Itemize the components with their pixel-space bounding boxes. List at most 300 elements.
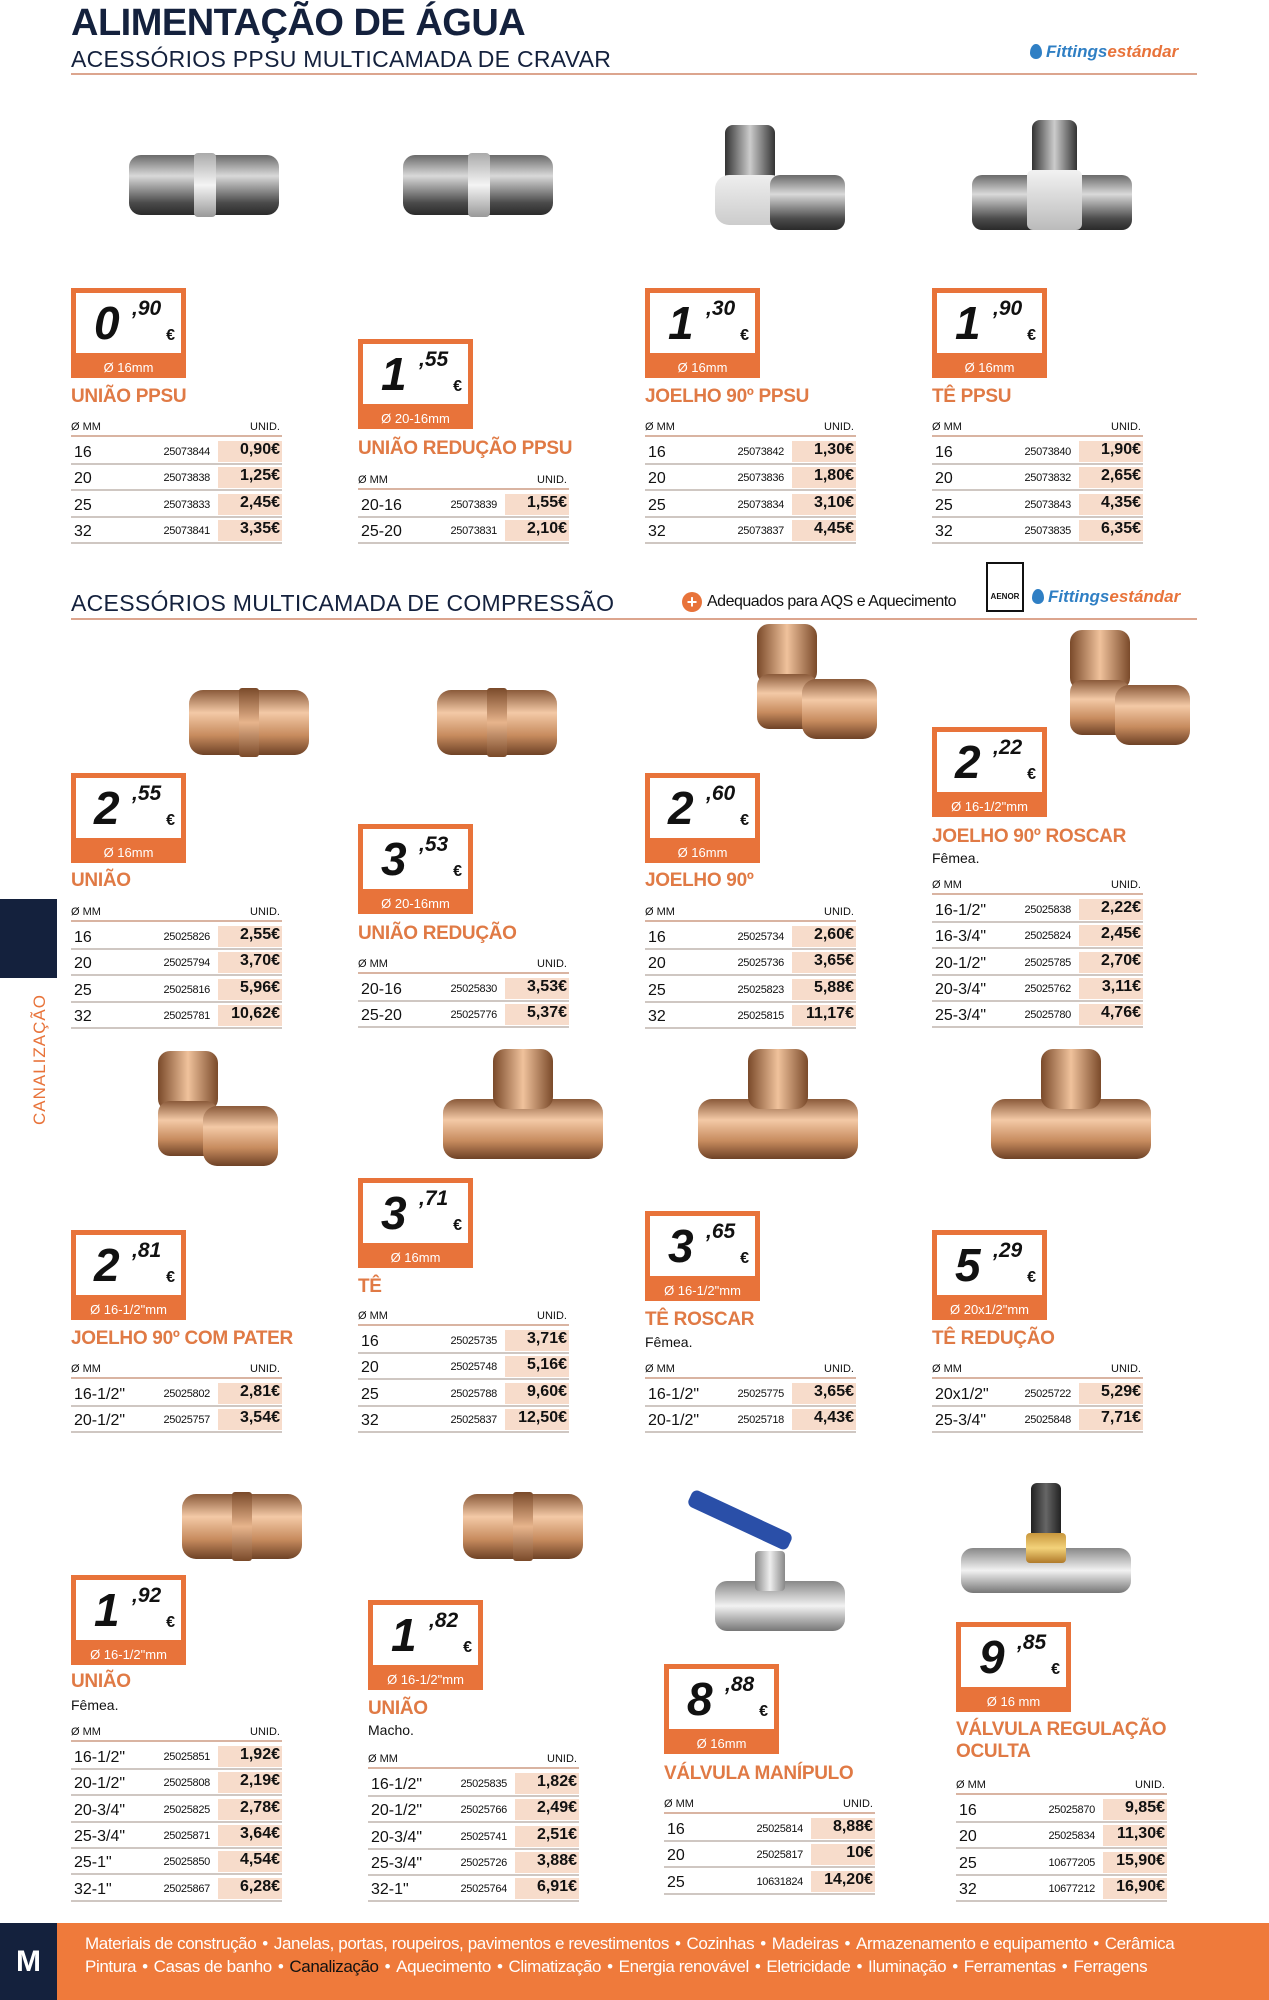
price-badge bbox=[358, 824, 473, 914]
row-diameter: 16 bbox=[667, 1821, 685, 1838]
row-price: 15,90€ bbox=[1103, 1852, 1167, 1873]
price-badge-panel bbox=[650, 1216, 755, 1276]
row-price: 10€ bbox=[811, 1844, 875, 1865]
currency-symbol: € bbox=[166, 1614, 175, 1631]
table-row bbox=[956, 1797, 1167, 1823]
table-row bbox=[368, 1771, 579, 1797]
price-integer: 1 bbox=[391, 1609, 415, 1661]
row-diameter: 25 bbox=[667, 1873, 685, 1891]
price-integer: 8 bbox=[687, 1673, 711, 1725]
fitting-part bbox=[770, 175, 845, 230]
badge-diameter: Ø 16-1/2"mm bbox=[387, 1672, 464, 1687]
fitting-part bbox=[802, 679, 877, 739]
row-diameter: 25-20 bbox=[361, 523, 402, 541]
row-diameter: 32 bbox=[74, 522, 92, 540]
page-title: ALIMENTAÇÃO DE ÁGUA bbox=[71, 2, 526, 44]
footer-category-link[interactable]: Pintura bbox=[85, 1957, 137, 1976]
product-image bbox=[688, 1039, 868, 1179]
table-row bbox=[932, 1002, 1143, 1028]
badge-diameter: Ø 16mm bbox=[390, 1250, 441, 1265]
row-product-code: 25025870 bbox=[1048, 1804, 1095, 1816]
badge-diameter: Ø 16-1/2"mm bbox=[90, 1647, 167, 1662]
price-decimals: ,65 bbox=[706, 1220, 736, 1243]
separator-dot: • bbox=[1061, 1957, 1068, 1976]
row-diameter: 25-20 bbox=[361, 1007, 402, 1025]
product-subtitle: Fêmea. bbox=[645, 1334, 693, 1350]
row-diameter: 25 bbox=[74, 496, 92, 514]
currency-symbol: € bbox=[453, 863, 462, 880]
product-title: JOELHO 90º bbox=[645, 870, 754, 891]
row-price: 2,10€ bbox=[505, 520, 569, 541]
row-diameter: 20-1/2" bbox=[74, 1412, 126, 1430]
row-diameter: 20 bbox=[74, 955, 92, 973]
row-product-code: 25073839 bbox=[450, 499, 497, 511]
row-diameter: 25-1" bbox=[74, 1854, 112, 1872]
table-header bbox=[932, 879, 1143, 895]
row-diameter: 32 bbox=[648, 522, 666, 540]
table-row bbox=[368, 1876, 579, 1902]
price-decimals: ,90 bbox=[132, 297, 162, 320]
table-row bbox=[932, 439, 1143, 465]
row-diameter: 32-1" bbox=[74, 1880, 112, 1898]
footer-category-link[interactable]: Cozinhas bbox=[686, 1934, 755, 1953]
divider bbox=[71, 618, 1197, 620]
row-price: 2,45€ bbox=[1079, 925, 1143, 946]
table-row bbox=[358, 1407, 569, 1433]
price-integer: 2 bbox=[94, 782, 118, 834]
product-title: UNIÃO REDUÇÃO PPSU bbox=[358, 438, 573, 459]
row-product-code: 25073838 bbox=[163, 472, 210, 485]
price-integer: 2 bbox=[668, 782, 692, 834]
price-integer: 5 bbox=[955, 1239, 979, 1291]
drop-icon bbox=[1030, 44, 1042, 59]
fitting-part bbox=[748, 1049, 808, 1109]
row-price: 3,11€ bbox=[1079, 978, 1143, 999]
row-price: 2,55€ bbox=[218, 926, 282, 947]
row-diameter: 16-1/2" bbox=[648, 1386, 700, 1403]
footer-category-link[interactable]: Materiais de construção bbox=[85, 1934, 257, 1953]
separator-dot: • bbox=[262, 1934, 268, 1953]
table-row bbox=[932, 1381, 1143, 1407]
badge-diameter: Ø 16 mm bbox=[986, 1694, 1041, 1709]
row-price: 2,22€ bbox=[1079, 899, 1143, 920]
price-badge bbox=[645, 773, 760, 863]
row-product-code: 25073842 bbox=[737, 446, 784, 458]
row-price: 3,64€ bbox=[218, 1825, 282, 1846]
footer-category-link[interactable]: Ferramentas bbox=[963, 1957, 1056, 1976]
price-badge-panel bbox=[76, 1580, 181, 1640]
separator-dot: • bbox=[277, 1957, 284, 1976]
price-badge bbox=[71, 1230, 186, 1320]
row-diameter: 32 bbox=[935, 522, 953, 540]
product-title: TÊ ROSCAR bbox=[645, 1309, 755, 1330]
table-header bbox=[71, 906, 282, 922]
separator-dot: • bbox=[760, 1934, 766, 1953]
row-price: 2,70€ bbox=[1079, 952, 1143, 973]
price-badge-panel bbox=[650, 293, 755, 353]
row-product-code: 25025851 bbox=[163, 1751, 210, 1763]
price-integer: 3 bbox=[381, 833, 405, 885]
price-integer: 2 bbox=[94, 1239, 118, 1291]
separator-dot: • bbox=[1093, 1934, 1099, 1953]
row-product-code: 25025867 bbox=[163, 1882, 210, 1895]
footer-category-link[interactable]: Janelas, portas, roupeiros, pavimentos e revestimentos bbox=[273, 1934, 669, 1953]
badge-diameter: Ø 16mm bbox=[677, 845, 728, 860]
row-price: 1,25€ bbox=[218, 467, 282, 488]
column-diameter: Ø MM bbox=[645, 421, 675, 433]
table-row bbox=[645, 492, 856, 518]
price-badge bbox=[358, 1178, 473, 1268]
row-price: 5,96€ bbox=[218, 979, 282, 1000]
price-badge-panel bbox=[669, 1669, 774, 1729]
row-product-code: 25073833 bbox=[163, 498, 210, 511]
row-product-code: 10677205 bbox=[1048, 1856, 1095, 1869]
footer-category-link[interactable]: Climatização bbox=[508, 1957, 602, 1976]
table-row bbox=[932, 1407, 1143, 1433]
price-decimals: ,60 bbox=[706, 782, 736, 805]
column-unit-price: UNID. bbox=[1135, 1779, 1165, 1791]
row-diameter: 20-1/2" bbox=[935, 954, 987, 972]
price-badge bbox=[664, 1664, 779, 1754]
row-diameter: 20-1/2" bbox=[648, 1412, 700, 1430]
separator-dot: • bbox=[142, 1957, 148, 1976]
row-price: 7,71€ bbox=[1079, 1409, 1143, 1430]
currency-symbol: € bbox=[453, 378, 462, 395]
row-diameter: 25-3/4" bbox=[935, 1412, 987, 1430]
row-product-code: 25025735 bbox=[450, 1335, 497, 1347]
side-tab-marker bbox=[0, 899, 57, 978]
row-product-code: 25025838 bbox=[1024, 904, 1071, 916]
product-title: JOELHO 90º ROSCAR bbox=[932, 826, 1126, 847]
row-price: 9,85€ bbox=[1103, 1799, 1167, 1820]
row-diameter: 20 bbox=[74, 470, 92, 488]
table-row bbox=[71, 439, 282, 465]
price-decimals: ,85 bbox=[1017, 1631, 1047, 1654]
price-badge-panel bbox=[961, 1627, 1066, 1687]
row-diameter: 32 bbox=[74, 1007, 92, 1025]
fitting-part bbox=[1026, 1533, 1066, 1563]
row-price: 3,10€ bbox=[792, 494, 856, 515]
table-row bbox=[71, 1003, 282, 1029]
row-product-code: 25025785 bbox=[1024, 956, 1071, 969]
price-integer: 1 bbox=[955, 297, 979, 349]
price-integer: 3 bbox=[668, 1220, 692, 1272]
row-diameter: 16 bbox=[74, 929, 92, 946]
column-unit-price: UNID. bbox=[1111, 879, 1141, 891]
product-subtitle: Fêmea. bbox=[71, 1697, 119, 1713]
table-row bbox=[71, 1381, 282, 1407]
row-price: 2,49€ bbox=[515, 1799, 579, 1820]
product-title: VÁLVULA MANÍPULO bbox=[664, 1763, 854, 1784]
column-diameter: Ø MM bbox=[645, 906, 675, 918]
product-title: TÊ bbox=[358, 1276, 382, 1297]
row-diameter: 25 bbox=[648, 981, 666, 999]
column-unit-price: UNID. bbox=[537, 1310, 567, 1322]
row-price: 2,19€ bbox=[218, 1772, 282, 1793]
price-decimals: ,82 bbox=[429, 1609, 459, 1632]
product-subtitle: Macho. bbox=[368, 1722, 414, 1738]
fitting-part bbox=[493, 1049, 553, 1109]
badge-diameter: Ø 16mm bbox=[964, 360, 1015, 375]
fitting-part bbox=[203, 1106, 278, 1166]
row-diameter: 20-16 bbox=[361, 981, 402, 998]
table-row bbox=[71, 1876, 282, 1902]
price-badge bbox=[932, 1230, 1047, 1320]
column-diameter: Ø MM bbox=[932, 1363, 962, 1375]
row-price: 11,30€ bbox=[1103, 1825, 1167, 1846]
row-price: 12,50€ bbox=[505, 1409, 569, 1430]
price-decimals: ,90 bbox=[993, 297, 1023, 320]
column-diameter: Ø MM bbox=[358, 1310, 388, 1322]
column-diameter: Ø MM bbox=[956, 1779, 986, 1791]
price-decimals: ,55 bbox=[419, 348, 449, 371]
price-badge bbox=[932, 288, 1047, 378]
row-price: 4,45€ bbox=[792, 520, 856, 541]
badge-diameter: Ø 16mm bbox=[103, 360, 154, 375]
product-image bbox=[1020, 625, 1200, 765]
product-title: TÊ REDUÇÃO bbox=[932, 1328, 1055, 1349]
currency-symbol: € bbox=[1051, 1661, 1060, 1678]
price-decimals: ,29 bbox=[993, 1239, 1023, 1262]
table-row bbox=[71, 1849, 282, 1875]
row-diameter: 20 bbox=[648, 470, 666, 488]
row-price: 2,45€ bbox=[218, 494, 282, 515]
currency-symbol: € bbox=[1027, 766, 1036, 783]
row-product-code: 25025794 bbox=[163, 957, 210, 970]
row-diameter: 16 bbox=[648, 929, 666, 946]
currency-symbol: € bbox=[759, 1703, 768, 1720]
brand-name: Fittings bbox=[1048, 587, 1110, 606]
price-decimals: ,92 bbox=[132, 1584, 162, 1607]
table-row bbox=[932, 465, 1143, 491]
product-image bbox=[707, 619, 887, 759]
footer-categories-line2 bbox=[85, 1957, 1147, 1977]
footer-category-link[interactable]: Casas de banho bbox=[153, 1957, 272, 1976]
footer-category-link[interactable]: Madeiras bbox=[771, 1934, 839, 1953]
separator-dot: • bbox=[674, 1934, 681, 1953]
price-decimals: ,81 bbox=[132, 1239, 162, 1262]
table-row bbox=[71, 1744, 282, 1770]
fitting-part bbox=[468, 153, 490, 217]
fitting-part bbox=[1041, 1049, 1101, 1109]
row-product-code: 25025722 bbox=[1024, 1388, 1071, 1400]
price-badge-panel bbox=[937, 1235, 1042, 1295]
footer-category-link[interactable]: Aquecimento bbox=[396, 1957, 491, 1976]
row-price: 3,54€ bbox=[218, 1409, 282, 1430]
row-product-code: 25073841 bbox=[163, 524, 210, 537]
row-product-code: 25073835 bbox=[1024, 524, 1071, 537]
row-diameter: 25-3/4" bbox=[74, 1827, 126, 1845]
row-diameter: 32-1" bbox=[371, 1881, 409, 1899]
brand-logo bbox=[1032, 587, 1180, 607]
row-price: 8,88€ bbox=[811, 1818, 875, 1839]
product-title: TÊ PPSU bbox=[932, 386, 1012, 407]
table-row bbox=[358, 492, 569, 518]
row-price: 3,35€ bbox=[218, 520, 282, 541]
row-product-code: 25025764 bbox=[460, 1883, 507, 1896]
price-badge bbox=[71, 773, 186, 863]
price-badge bbox=[645, 288, 760, 378]
row-diameter: 16 bbox=[959, 1802, 977, 1819]
footer-category-link[interactable]: Canalização bbox=[289, 1957, 379, 1976]
price-badge-panel bbox=[363, 344, 468, 404]
table-header bbox=[71, 1363, 282, 1379]
table-row bbox=[71, 465, 282, 491]
row-diameter: 20 bbox=[648, 955, 666, 973]
table-row bbox=[932, 518, 1143, 544]
row-product-code: 25025781 bbox=[163, 1009, 210, 1022]
table-header bbox=[71, 421, 282, 437]
table-row bbox=[932, 492, 1143, 518]
row-diameter: 20-16 bbox=[361, 497, 402, 514]
footer-category-link[interactable]: Armazenamento e equipamento bbox=[856, 1934, 1088, 1953]
column-unit-price: UNID. bbox=[1111, 1363, 1141, 1375]
product-image bbox=[675, 1511, 855, 1651]
footer-categories-line1 bbox=[85, 1934, 1174, 1954]
separator-dot: • bbox=[607, 1957, 613, 1976]
table-row bbox=[932, 976, 1143, 1002]
row-product-code: 25025850 bbox=[163, 1856, 210, 1869]
row-price: 6,35€ bbox=[1079, 520, 1143, 541]
row-price: 3,70€ bbox=[218, 952, 282, 973]
badge-diameter: Ø 16-1/2"mm bbox=[90, 1302, 167, 1317]
row-price: 3,71€ bbox=[505, 1330, 569, 1351]
table-row bbox=[645, 924, 856, 950]
price-decimals: ,88 bbox=[725, 1673, 755, 1696]
row-diameter: 16-3/4" bbox=[935, 928, 987, 946]
separator-dot: • bbox=[952, 1957, 958, 1976]
footer-category-link[interactable]: Iluminação bbox=[868, 1957, 947, 1976]
product-image bbox=[433, 1039, 613, 1179]
column-diameter: Ø MM bbox=[358, 474, 388, 486]
table-row bbox=[664, 1842, 875, 1868]
section-title-ppsu: ACESSÓRIOS PPSU MULTICAMADA DE CRAVAR bbox=[71, 46, 612, 72]
row-price: 1,55€ bbox=[505, 494, 569, 515]
product-title: UNIÃO bbox=[368, 1698, 428, 1719]
footer-category-link[interactable]: Eletricidade bbox=[766, 1957, 851, 1976]
column-diameter: Ø MM bbox=[368, 1753, 398, 1765]
row-product-code: 25073832 bbox=[1024, 472, 1071, 485]
product-title: VÁLVULA REGULAÇÃO OCULTA bbox=[956, 1719, 1167, 1762]
footer-category-link[interactable]: Ferragens bbox=[1073, 1957, 1148, 1976]
row-price: 5,37€ bbox=[505, 1004, 569, 1025]
column-unit-price: UNID. bbox=[547, 1753, 577, 1765]
row-product-code: 25025815 bbox=[737, 1009, 784, 1022]
table-header bbox=[645, 1363, 856, 1379]
price-integer: 1 bbox=[381, 348, 405, 400]
row-product-code: 25025762 bbox=[1024, 982, 1071, 995]
column-unit-price: UNID. bbox=[537, 958, 567, 970]
product-title: UNIÃO bbox=[71, 1671, 131, 1692]
product-image bbox=[114, 115, 294, 255]
row-diameter: 20 bbox=[935, 470, 953, 488]
row-product-code: 25025824 bbox=[1024, 930, 1071, 943]
row-product-code: 25025814 bbox=[756, 1823, 803, 1835]
price-badge-panel bbox=[363, 829, 468, 889]
column-diameter: Ø MM bbox=[664, 1798, 694, 1810]
currency-symbol: € bbox=[1027, 1269, 1036, 1286]
product-image bbox=[152, 1454, 332, 1594]
row-diameter: 25 bbox=[959, 1854, 977, 1872]
column-unit-price: UNID. bbox=[250, 1363, 280, 1375]
section-title-compression: ACESSÓRIOS MULTICAMADA DE COMPRESSÃO bbox=[71, 590, 615, 616]
table-row bbox=[368, 1850, 579, 1876]
table-row bbox=[645, 1381, 856, 1407]
price-badge bbox=[71, 288, 186, 378]
product-image bbox=[962, 115, 1142, 255]
row-product-code: 25025871 bbox=[163, 1829, 210, 1842]
table-row bbox=[358, 1002, 569, 1028]
row-product-code: 25025848 bbox=[1024, 1414, 1071, 1427]
row-price: 4,76€ bbox=[1079, 1004, 1143, 1025]
row-product-code: 25073837 bbox=[737, 524, 784, 537]
fitting-part bbox=[1027, 170, 1082, 230]
table-header bbox=[956, 1779, 1167, 1795]
row-diameter: 20-3/4" bbox=[74, 1801, 126, 1819]
price-badge-panel bbox=[373, 1605, 478, 1665]
row-product-code: 25025780 bbox=[1024, 1009, 1071, 1022]
table-row bbox=[71, 492, 282, 518]
price-badge-panel bbox=[76, 1235, 181, 1295]
price-badge-panel bbox=[937, 732, 1042, 792]
price-decimals: ,53 bbox=[419, 833, 449, 856]
column-diameter: Ø MM bbox=[932, 879, 962, 891]
table-row bbox=[664, 1869, 875, 1895]
price-badge bbox=[645, 1211, 760, 1301]
table-row bbox=[645, 1003, 856, 1029]
row-diameter: 16 bbox=[74, 444, 92, 461]
footer-category-link[interactable]: Cerâmica bbox=[1104, 1934, 1175, 1953]
currency-symbol: € bbox=[463, 1639, 472, 1656]
row-product-code: 25025830 bbox=[450, 983, 497, 995]
fitting-part bbox=[194, 153, 216, 217]
row-price: 9,60€ bbox=[505, 1383, 569, 1404]
row-price: 5,16€ bbox=[505, 1356, 569, 1377]
table-row bbox=[932, 923, 1143, 949]
row-diameter: 25 bbox=[361, 1385, 379, 1403]
column-unit-price: UNID. bbox=[1111, 421, 1141, 433]
row-product-code: 25025834 bbox=[1048, 1830, 1095, 1843]
separator-dot: • bbox=[384, 1957, 391, 1976]
column-unit-price: UNID. bbox=[250, 906, 280, 918]
table-header bbox=[932, 1363, 1143, 1379]
column-diameter: Ø MM bbox=[71, 421, 101, 433]
footer-category-link[interactable]: Energia renovável bbox=[618, 1957, 749, 1976]
table-row bbox=[358, 976, 569, 1002]
table-row bbox=[956, 1876, 1167, 1902]
drop-icon bbox=[1032, 589, 1044, 604]
row-price: 2,60€ bbox=[792, 926, 856, 947]
row-diameter: 25 bbox=[648, 496, 666, 514]
side-category-label: CANALIZAÇÃO bbox=[30, 994, 49, 1125]
store-logo: M bbox=[0, 1923, 57, 2000]
product-image bbox=[675, 115, 855, 255]
divider bbox=[71, 73, 1197, 75]
currency-symbol: € bbox=[1027, 327, 1036, 344]
product-image bbox=[956, 1473, 1136, 1613]
row-price: 4,43€ bbox=[792, 1409, 856, 1430]
product-title: JOELHO 90º COM PATER bbox=[71, 1328, 293, 1349]
row-product-code: 25025788 bbox=[450, 1387, 497, 1400]
table-row bbox=[368, 1824, 579, 1850]
product-image bbox=[981, 1039, 1161, 1179]
table-header bbox=[932, 421, 1143, 437]
table-header bbox=[645, 421, 856, 437]
fitting-part bbox=[232, 1492, 252, 1561]
row-price: 1,92€ bbox=[218, 1746, 282, 1767]
row-diameter: 32 bbox=[361, 1411, 379, 1429]
row-product-code: 10677212 bbox=[1048, 1882, 1095, 1895]
